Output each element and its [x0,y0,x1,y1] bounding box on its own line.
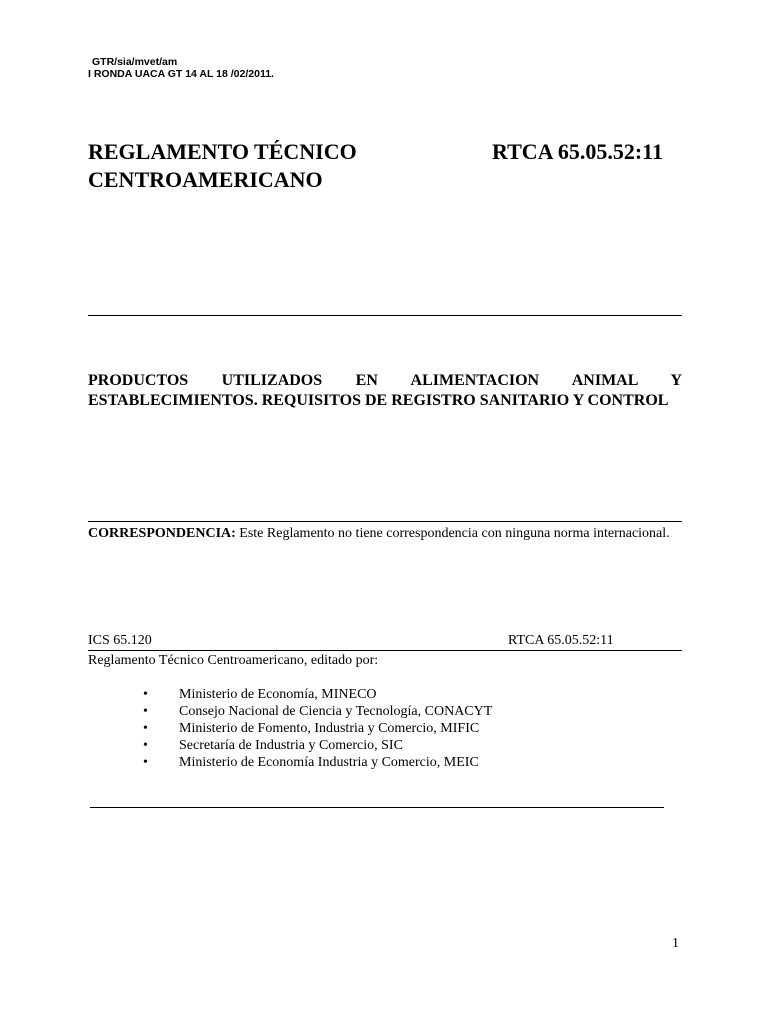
organization-name: Ministerio de Fomento, Industria y Comercio, MIFIC [179,721,480,736]
list-item [143,720,492,737]
header-line-1: GTR/sia/mvet/am [92,56,178,68]
list-item [143,754,492,771]
organization-name: Secretaría de Industria y Comercio, SIC [179,738,403,753]
bullet: • [143,704,148,719]
organization-name: Ministerio de Economía Industria y Comercio, MEIC [179,755,479,770]
ics-code: ICS 65.120 [88,633,152,648]
ics-rtca-code: RTCA 65.05.52:11 [508,633,614,648]
divider-top [88,315,682,316]
list-item [143,686,492,703]
bullet: • [143,738,148,753]
divider-ics [88,650,682,651]
organizations-list [143,686,492,771]
list-item [143,703,492,720]
doc-header [88,56,274,80]
document-subject: PRODUCTOS UTILIZADOS EN ALIMENTACION ANIMAL Y ESTABLECIMIENTOS. REQUISITOS DE REGISTRO SANITARIO Y CONTROL [88,372,682,409]
divider-correspondence [88,521,682,522]
organization-name: Ministerio de Economía, MINECO [179,687,377,702]
header-line-2: I RONDA UACA GT 14 AL 18 /02/2011. [88,68,274,80]
title-line-1: REGLAMENTO TÉCNICO [88,139,357,164]
document-code: RTCA 65.05.52:11 [492,139,663,164]
correspondence-text: Este Reglamento no tiene correspondencia con ninguna norma internacional. [235,526,670,541]
organization-name: Consejo Nacional de Ciencia y Tecnología, CONACYT [179,704,493,719]
list-item [143,737,492,754]
correspondence-label: CORRESPONDENCIA: [88,526,236,541]
title-line-2: CENTROAMERICANO [88,167,323,192]
divider-bottom [90,807,664,808]
correspondence-paragraph [88,525,682,543]
bullet: • [143,721,148,736]
bullet: • [143,687,148,702]
edited-by-label: Reglamento Técnico Centroamericano, editado por: [88,653,379,668]
page-number: 1 [672,936,679,951]
bullet: • [143,755,148,770]
